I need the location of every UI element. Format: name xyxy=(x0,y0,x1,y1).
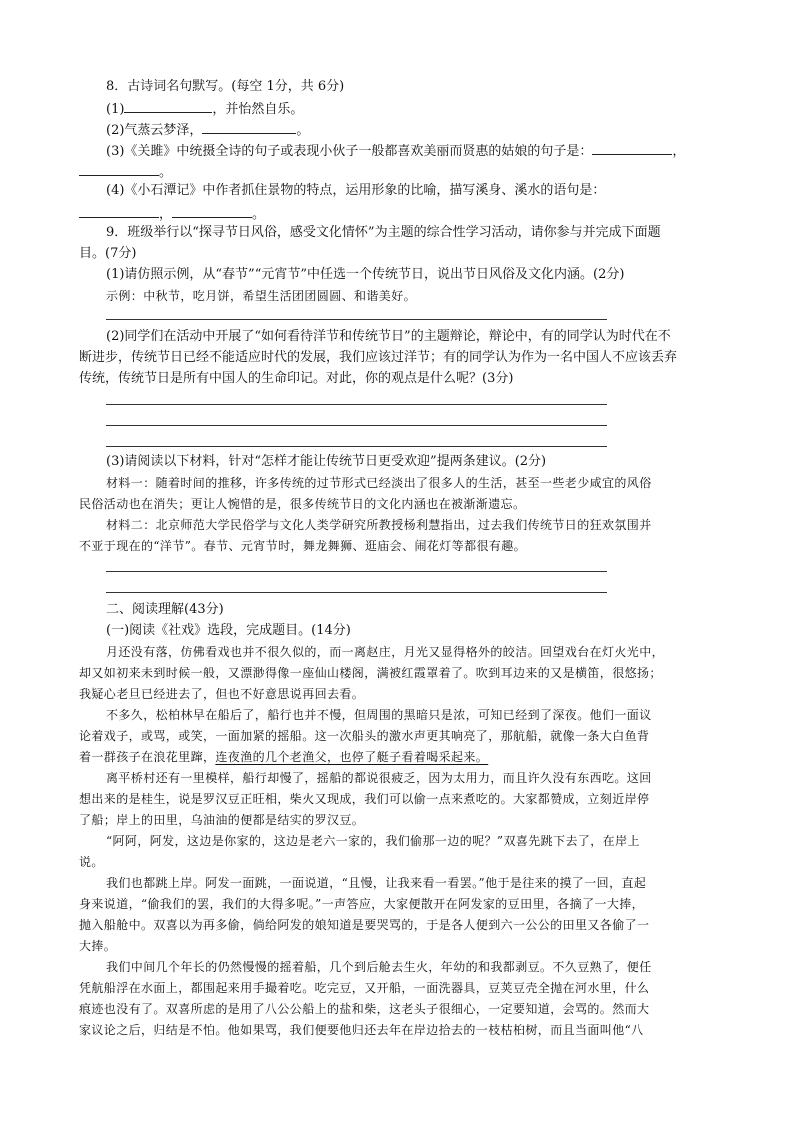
passage-line: 我们中间几个年长的仍然慢慢的摇着船，几个到后舱去生火，年幼的和我都剥豆。不久豆熟了，便任 xyxy=(106,960,652,974)
q8-item-3-cont xyxy=(79,162,172,181)
q8-item-4-cont xyxy=(79,204,265,223)
q8-title: 8．古诗词名句默写。(每空 1分，共 6分) xyxy=(106,79,345,94)
q9-sub-2-line-3: 传统，传统节日是所有中国人的生命印记。对此，你的观点是什么呢？(3分) xyxy=(79,371,514,386)
passage-line: 月还没有落，仿佛看戏也并不很久似的，而一离赵庄，月光又显得格外的皎洁。回望戏台在灯火光中， xyxy=(106,645,665,659)
material-1-line-1: 材料一：随着时间的推移，许多传统的过节形式已经淡出了很多人的生活，甚至一些老少咸宜的风俗 xyxy=(106,476,652,490)
section-heading: 二、阅读理解(43分) xyxy=(106,602,224,617)
q9-sub-2-line-1: (2)同学们在活动中开展了“如何看待洋节和传统节日”的主题辩论，辩论中，有的同学认为时代在不 xyxy=(106,329,671,344)
answer-blank[interactable] xyxy=(592,141,672,155)
passage-text: 着一群孩子在浪花里蹿， xyxy=(79,750,216,764)
q9-sub-3: (3)请阅读以下材料，针对“怎样才能让传统节日更受欢迎”提两条建议。(2分) xyxy=(106,454,547,469)
underlined-sentence: 连夜渔的几个老渔父，也停了艇子看着喝采起来。 xyxy=(215,750,489,764)
passage-line: 想出来的是桂生，说是罗汉豆正旺相，柴火又现成，我们可以偷一点来煮吃的。大家都赞成，立刻近岸停 xyxy=(79,792,650,806)
q8-item-3-comma: ， xyxy=(672,144,686,159)
q9-sub-1: (1)请仿照示例，从“春节”“元宵节”中任选一个传统节日，说出节日风俗及文化内涵。(2分) xyxy=(106,267,625,282)
passage-line: 凭航船浮在水面上，都围起来用手撮着吃。吃完豆，又开船，一面洗器具，豆荚豆壳全抛在河水里，什么 xyxy=(79,981,650,995)
q8-item-3 xyxy=(106,141,685,160)
answer-line[interactable] xyxy=(106,592,607,593)
material-2-line-1: 材料二：北京师范大学民俗学与文化人类学研究所教授杨利慧指出，过去我们传统节日的狂欢氛围并 xyxy=(106,518,652,532)
passage-line: 抛入船舱中。双喜以为再多偷，倘给阿发的娘知道是要哭骂的，于是各人便到六一公公的田里又各偷了一 xyxy=(79,918,650,932)
passage-line: 说。 xyxy=(79,855,104,869)
answer-blank[interactable] xyxy=(202,120,296,134)
passage-line: 身来说道，“偷我们的罢，我们的大得多呢。”一声答应，大家便散开在阿发家的豆田里，各摘了一大捧， xyxy=(79,897,645,911)
q8-item-2-tail: 。 xyxy=(296,123,310,138)
material-1-line-2: 民俗活动也在消失；更让人惋惜的是，很多传统节日的文化内涵也在被渐渐遗忘。 xyxy=(79,497,526,511)
q9-title-line-2: 目。(7分) xyxy=(79,246,137,261)
q8-item-4-text: (4)《小石潭记》中作者抓住景物的特点，运用形象的比喻，描写溪身、溪水的语句是： xyxy=(106,183,606,198)
answer-blank[interactable] xyxy=(79,162,159,176)
q8-item-1 xyxy=(106,99,303,118)
q8-item-3-end: 。 xyxy=(159,165,173,180)
answer-line[interactable] xyxy=(106,404,607,405)
q9-sub-2-line-2: 断进步，传统节日已经不能适应时代的发展，我们应该过洋节；有的同学认为作为一名中国人不应该丢弃 xyxy=(79,350,678,365)
answer-line[interactable] xyxy=(106,571,607,572)
passage-heading: (一)阅读《社戏》选段，完成题目。(14分) xyxy=(106,623,351,638)
material-2-line-2: 不亚于现在的“洋节”。春节、元宵节时，舞龙舞狮、逛庙会、闹花灯等都很有趣。 xyxy=(79,539,527,553)
passage-line: 我们也都跳上岸。阿发一面跳，一面说道，“且慢，让我来看一看罢。”他于是往来的摸了一回，直起 xyxy=(106,876,647,890)
passage-line: 却又如初来未到时候一般，又漂渺得像一座仙山楼阁，满被红霞罩着了。吹到耳边来的又是横笛，很悠扬； xyxy=(79,666,662,680)
answer-line[interactable] xyxy=(106,319,607,320)
q8-item-3-text: (3)《关雎》中统摄全诗的句子或表现小伙子一般都喜欢美丽而贤惠的姑娘的句子是： xyxy=(106,144,593,159)
passage-line: 离平桥村还有一里模样，船行却慢了，摇船的都说很疲乏，因为太用力，而且许久没有东西吃。这回 xyxy=(106,771,652,785)
q8-item-4-comma: ， xyxy=(159,207,173,222)
answer-blank[interactable] xyxy=(172,204,252,218)
passage-line: 了船；岸上的田里，乌油油的便都是结实的罗汉豆。 xyxy=(79,813,365,827)
passage-line: “阿阿，阿发，这边是你家的，这边是老六一家的，我们偷那一边的呢？”双喜先跳下去了，在岸上 xyxy=(106,834,640,848)
answer-blank[interactable] xyxy=(124,99,212,113)
q8-item-1-label: (1) xyxy=(106,102,125,117)
q8-item-2 xyxy=(106,120,309,139)
q8-item-4 xyxy=(106,183,605,199)
passage-line: 痕迹也没有了。双喜所虑的是用了八公公船上的盐和柴，这老头子很细心，一定要知道，会骂的。然而大 xyxy=(79,1002,650,1016)
answer-line[interactable] xyxy=(106,446,607,447)
answer-line[interactable] xyxy=(106,425,607,426)
q8-item-4-end: 。 xyxy=(252,207,266,222)
q9-title-line-1: 9．班级举行以“探寻节日风俗，感受文化情怀”为主题的综合性学习活动，请你参与并完成下面题 xyxy=(106,225,661,240)
q8-item-2-label: (2)气蒸云梦泽， xyxy=(106,123,203,138)
q8-item-1-tail: ，并怡然自乐。 xyxy=(212,102,304,117)
passage-line: 论着戏子，或骂，或笑，一面加紧的摇船。这一次船头的激水声更其响亮了，那航船，就像一条大白鱼背 xyxy=(79,729,650,743)
q9-sub-1-example: 示例：中秋节，吃月饼，希望生活团团圆圆、和谐美好。 xyxy=(106,289,417,303)
passage-line: 不多久，松柏林早在船后了，船行也并不慢，但周围的黑暗只是浓，可知已经到了深夜。他们一面议 xyxy=(106,708,652,722)
answer-blank[interactable] xyxy=(79,204,159,218)
passage-line: 大捧。 xyxy=(79,939,117,953)
passage-line xyxy=(79,749,488,765)
passage-line: 家议论之后，归结是不怕。他如果骂，我们便要他归还去年在岸边拾去的一枝枯桕树，而且当面叫他“八 xyxy=(79,1023,644,1037)
passage-line: 我疑心老旦已经进去了，但也不好意思说再回去看。 xyxy=(79,687,365,701)
